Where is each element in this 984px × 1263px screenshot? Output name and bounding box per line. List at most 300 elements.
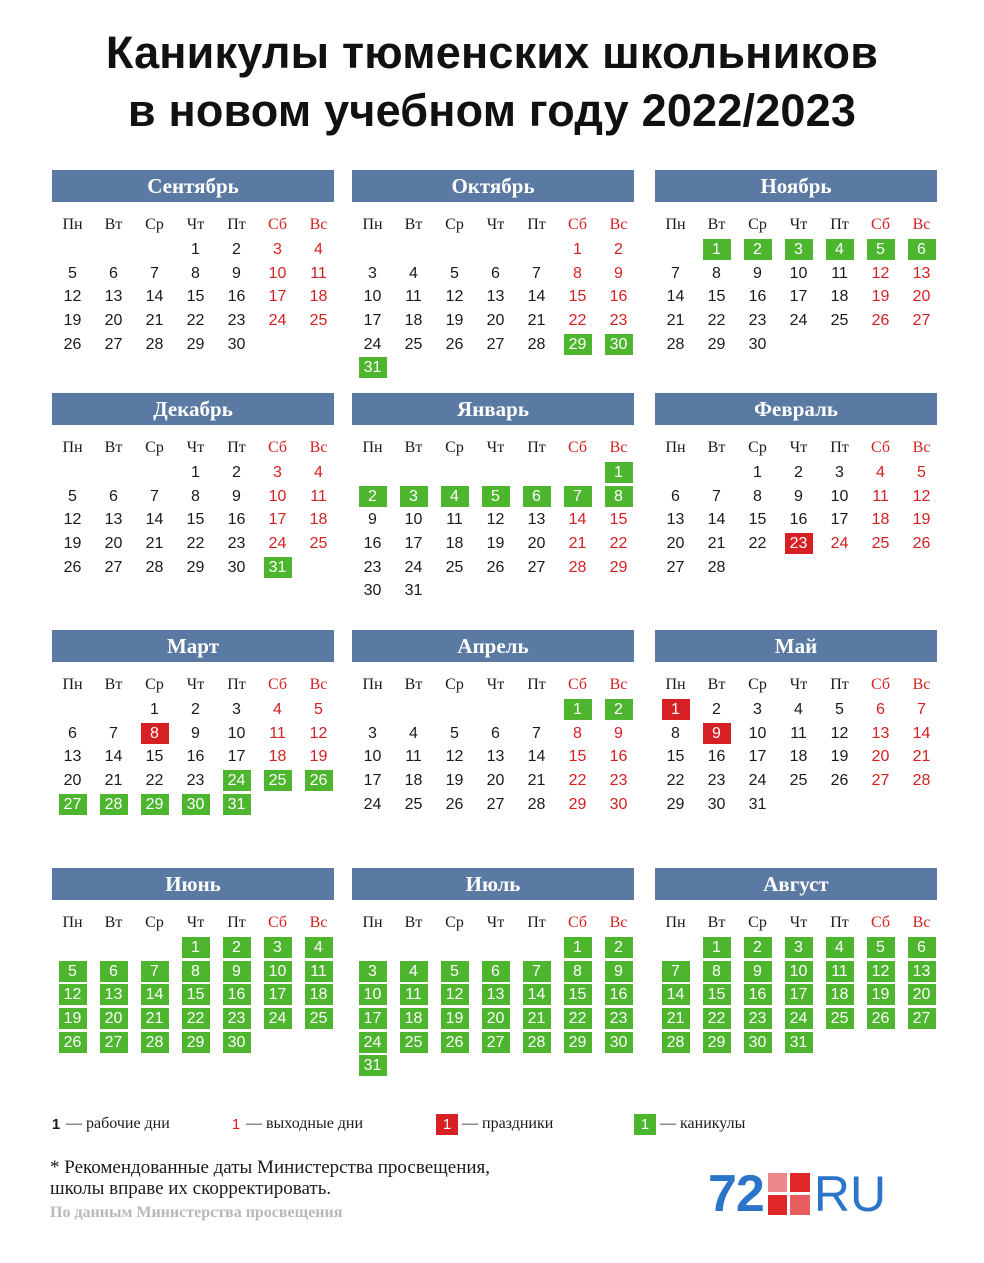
day-number: 12 xyxy=(445,748,464,766)
day-vacation xyxy=(393,1007,434,1031)
day-weekend xyxy=(257,485,298,509)
day-number: 8 xyxy=(191,264,200,282)
day-workday xyxy=(352,508,393,532)
weekday-label: Сб xyxy=(567,676,587,693)
day-number: 27 xyxy=(104,558,123,576)
day-number: 5 xyxy=(482,486,510,507)
day-number: 7 xyxy=(671,264,680,282)
day-workday xyxy=(352,532,393,556)
day-number: 9 xyxy=(614,264,623,282)
day-vacation xyxy=(516,960,557,984)
day-vacation xyxy=(393,1030,434,1054)
day-number: 27 xyxy=(104,335,123,353)
day-number: 12 xyxy=(441,984,469,1005)
day-workday xyxy=(175,769,216,793)
day-number: 23 xyxy=(227,312,246,330)
day-number: 19 xyxy=(59,1008,87,1029)
day-vacation xyxy=(434,960,475,984)
day-workday xyxy=(52,555,93,579)
day-number: 12 xyxy=(63,288,82,306)
day-weekend xyxy=(598,285,639,309)
day-number: 10 xyxy=(789,264,808,282)
day-number: 2 xyxy=(232,241,241,259)
day-number: 25 xyxy=(826,1008,854,1029)
title-line-1: Каникулы тюменских школьников xyxy=(105,27,879,78)
day-number: 9 xyxy=(794,487,803,505)
day-vacation xyxy=(598,485,639,509)
day-number: 22 xyxy=(703,1008,731,1029)
day-workday xyxy=(434,722,475,746)
day-number: 8 xyxy=(703,961,731,982)
day-workday xyxy=(393,579,434,603)
day-number: 16 xyxy=(609,288,628,306)
day-workday xyxy=(434,508,475,532)
legend-vacation-label: — каникулы xyxy=(660,1115,746,1132)
day-number: 15 xyxy=(186,511,205,529)
day-weekend xyxy=(257,285,298,309)
day-workday xyxy=(778,769,819,793)
day-workday xyxy=(134,285,175,309)
day-number: 21 xyxy=(523,1008,551,1029)
day-workday xyxy=(819,285,860,309)
day-number: 26 xyxy=(912,535,931,553)
weekday-label: Пн xyxy=(665,676,686,693)
day-number: 22 xyxy=(748,535,767,553)
legend xyxy=(50,1112,950,1136)
empty-cell xyxy=(352,936,393,960)
day-number: 12 xyxy=(867,961,895,982)
day-number: 23 xyxy=(785,533,813,554)
day-vacation xyxy=(475,1030,516,1054)
weekday-label: Ср xyxy=(445,216,464,233)
day-workday xyxy=(516,508,557,532)
day-number: 17 xyxy=(268,288,287,306)
day-workday xyxy=(175,309,216,333)
weekday-label: Ср xyxy=(748,676,767,693)
month-title: Апрель xyxy=(352,630,634,662)
day-number: 7 xyxy=(150,487,159,505)
day-number: 19 xyxy=(867,984,895,1005)
day-vacation xyxy=(93,1007,134,1031)
day-vacation xyxy=(819,936,860,960)
day-number: 8 xyxy=(564,961,592,982)
day-number: 17 xyxy=(268,511,287,529)
day-number: 13 xyxy=(482,984,510,1005)
day-workday xyxy=(516,792,557,816)
day-number: 26 xyxy=(830,772,849,790)
day-number: 6 xyxy=(671,487,680,505)
day-workday xyxy=(352,745,393,769)
month-days-grid xyxy=(655,672,937,816)
day-weekend xyxy=(257,745,298,769)
day-workday xyxy=(737,461,778,485)
day-number: 8 xyxy=(671,724,680,742)
day-weekend xyxy=(819,532,860,556)
day-number: 20 xyxy=(100,1008,128,1029)
day-vacation xyxy=(778,936,819,960)
day-vacation xyxy=(475,1007,516,1031)
day-weekend xyxy=(860,485,901,509)
day-number: 1 xyxy=(662,699,690,720)
empty-cell xyxy=(516,238,557,262)
day-number: 16 xyxy=(363,535,382,553)
day-number: 30 xyxy=(748,335,767,353)
month-title: Август xyxy=(655,868,937,900)
day-number: 21 xyxy=(666,312,685,330)
day-workday xyxy=(819,262,860,286)
day-workday xyxy=(778,485,819,509)
day-number: 10 xyxy=(363,748,382,766)
day-number: 2 xyxy=(712,701,721,719)
day-number: 25 xyxy=(445,558,464,576)
day-vacation xyxy=(778,1007,819,1031)
day-vacation xyxy=(52,1030,93,1054)
day-workday xyxy=(778,745,819,769)
weekday-label: Чт xyxy=(186,676,205,693)
day-number: 1 xyxy=(150,701,159,719)
day-workday xyxy=(393,769,434,793)
day-workday xyxy=(52,262,93,286)
day-number: 6 xyxy=(876,701,885,719)
day-number: 20 xyxy=(912,288,931,306)
weekday-label: Сб xyxy=(267,439,287,456)
day-workday xyxy=(434,332,475,356)
day-workday xyxy=(737,285,778,309)
day-number: 5 xyxy=(450,264,459,282)
day-workday xyxy=(655,532,696,556)
day-number: 28 xyxy=(666,335,685,353)
day-number: 28 xyxy=(100,794,128,815)
day-workday xyxy=(434,769,475,793)
day-vacation xyxy=(216,983,257,1007)
empty-cell xyxy=(52,936,93,960)
day-weekend xyxy=(257,262,298,286)
title-line-2: в новом учебном году 2022/2023 xyxy=(127,85,857,136)
day-vacation xyxy=(352,1007,393,1031)
day-workday xyxy=(52,332,93,356)
month-7 xyxy=(52,630,334,816)
day-number: 9 xyxy=(605,961,633,982)
day-workday xyxy=(516,745,557,769)
day-workday xyxy=(516,285,557,309)
day-number: 9 xyxy=(753,264,762,282)
legend-work-label: — рабочие дни xyxy=(66,1115,170,1132)
day-number: 17 xyxy=(748,748,767,766)
month-days-grid xyxy=(352,212,634,380)
day-number: 20 xyxy=(104,535,123,553)
day-number: 10 xyxy=(785,961,813,982)
weekday-label: Ср xyxy=(748,216,767,233)
day-vacation xyxy=(475,960,516,984)
footnote-line-1: * Рекомендованные даты Министерства просвещения, xyxy=(50,1157,491,1178)
day-workday xyxy=(393,555,434,579)
empty-cell xyxy=(696,461,737,485)
empty-cell xyxy=(655,936,696,960)
day-workday xyxy=(352,769,393,793)
day-workday xyxy=(52,745,93,769)
day-workday xyxy=(352,262,393,286)
day-number: 26 xyxy=(441,1032,469,1053)
day-workday xyxy=(175,532,216,556)
month-days-grid xyxy=(655,435,937,579)
day-number: 13 xyxy=(486,748,505,766)
day-number: 28 xyxy=(141,1032,169,1053)
month-11 xyxy=(352,868,634,1078)
weekday-label: Пн xyxy=(62,676,83,693)
legend-off-label: — выходные дни xyxy=(246,1115,364,1132)
day-weekend xyxy=(901,285,942,309)
day-weekend xyxy=(598,532,639,556)
day-workday xyxy=(216,461,257,485)
day-vacation xyxy=(352,485,393,509)
day-number: 11 xyxy=(269,724,286,742)
day-number: 19 xyxy=(441,1008,469,1029)
day-vacation xyxy=(598,461,639,485)
day-number: 9 xyxy=(232,264,241,282)
weekday-label: Чт xyxy=(486,914,505,931)
day-workday xyxy=(696,309,737,333)
day-vacation xyxy=(737,1030,778,1054)
footnote xyxy=(50,1157,490,1199)
month-4 xyxy=(52,393,334,579)
day-workday xyxy=(93,769,134,793)
day-weekend xyxy=(860,532,901,556)
day-number: 28 xyxy=(662,1032,690,1053)
day-workday xyxy=(393,508,434,532)
day-vacation xyxy=(93,792,134,816)
day-number: 9 xyxy=(232,487,241,505)
day-vacation xyxy=(216,1030,257,1054)
day-workday xyxy=(696,485,737,509)
day-workday xyxy=(737,698,778,722)
day-number: 26 xyxy=(63,558,82,576)
day-vacation xyxy=(52,983,93,1007)
day-number: 19 xyxy=(309,748,328,766)
day-vacation xyxy=(134,792,175,816)
day-workday xyxy=(819,745,860,769)
day-number: 25 xyxy=(789,772,808,790)
day-vacation xyxy=(216,792,257,816)
day-vacation xyxy=(298,936,339,960)
day-number: 28 xyxy=(568,558,587,576)
day-vacation xyxy=(860,936,901,960)
day-vacation xyxy=(216,1007,257,1031)
day-vacation xyxy=(860,238,901,262)
day-workday xyxy=(52,309,93,333)
day-number: 17 xyxy=(785,984,813,1005)
day-number: 12 xyxy=(912,487,931,505)
day-workday xyxy=(93,745,134,769)
day-number: 23 xyxy=(363,558,382,576)
day-workday xyxy=(434,262,475,286)
legend-work-swatch: 1 xyxy=(51,1115,61,1133)
day-vacation xyxy=(557,1007,598,1031)
day-number: 25 xyxy=(264,770,292,791)
day-number: 2 xyxy=(223,937,251,958)
day-number: 5 xyxy=(867,239,895,260)
weekday-label: Пн xyxy=(362,914,383,931)
day-number: 5 xyxy=(450,724,459,742)
day-number: 27 xyxy=(912,312,931,330)
day-number: 1 xyxy=(703,937,731,958)
day-vacation xyxy=(557,960,598,984)
weekday-label: Пт xyxy=(227,914,246,931)
weekday-label: Вт xyxy=(104,676,123,693)
day-number: 14 xyxy=(666,288,685,306)
day-vacation xyxy=(598,936,639,960)
weekday-label: Чт xyxy=(186,914,205,931)
day-vacation xyxy=(393,983,434,1007)
day-workday xyxy=(696,555,737,579)
day-number: 15 xyxy=(707,288,726,306)
day-vacation xyxy=(860,960,901,984)
day-vacation xyxy=(655,960,696,984)
day-weekend xyxy=(901,508,942,532)
day-vacation xyxy=(516,485,557,509)
day-weekend xyxy=(298,461,339,485)
day-number: 23 xyxy=(609,772,628,790)
day-number: 7 xyxy=(141,961,169,982)
day-number: 1 xyxy=(573,241,582,259)
day-workday xyxy=(434,745,475,769)
day-vacation xyxy=(434,983,475,1007)
day-workday xyxy=(516,722,557,746)
day-vacation xyxy=(52,792,93,816)
day-workday xyxy=(216,285,257,309)
legend-holiday-label: — праздники xyxy=(462,1115,554,1132)
day-workday xyxy=(737,332,778,356)
day-number: 22 xyxy=(707,312,726,330)
day-number: 3 xyxy=(368,724,377,742)
day-number: 26 xyxy=(871,312,890,330)
day-workday xyxy=(352,309,393,333)
day-vacation xyxy=(696,1030,737,1054)
day-vacation xyxy=(216,769,257,793)
empty-cell xyxy=(434,461,475,485)
day-workday xyxy=(393,285,434,309)
weekday-label: Пт xyxy=(527,676,546,693)
day-number: 3 xyxy=(835,464,844,482)
month-days-grid xyxy=(52,672,334,816)
day-workday xyxy=(52,769,93,793)
logo-72ru xyxy=(708,1165,887,1223)
day-number: 19 xyxy=(830,748,849,766)
day-workday xyxy=(475,555,516,579)
day-workday xyxy=(134,485,175,509)
day-weekend xyxy=(860,508,901,532)
weekday-label: Вс xyxy=(309,439,328,456)
day-vacation xyxy=(175,960,216,984)
day-number: 5 xyxy=(441,961,469,982)
day-number: 11 xyxy=(400,984,428,1005)
day-number: 14 xyxy=(527,288,546,306)
month-title: Ноябрь xyxy=(655,170,937,202)
day-weekend xyxy=(901,769,942,793)
day-number: 13 xyxy=(486,288,505,306)
day-workday xyxy=(175,722,216,746)
day-number: 22 xyxy=(564,1008,592,1029)
day-weekend xyxy=(557,745,598,769)
empty-cell xyxy=(516,461,557,485)
day-number: 26 xyxy=(445,335,464,353)
day-vacation xyxy=(557,936,598,960)
day-number: 5 xyxy=(835,701,844,719)
day-workday xyxy=(655,722,696,746)
day-number: 30 xyxy=(609,795,628,813)
day-workday xyxy=(737,485,778,509)
day-workday xyxy=(434,309,475,333)
day-holiday xyxy=(696,722,737,746)
month-title: Июнь xyxy=(52,868,334,900)
day-workday xyxy=(655,745,696,769)
day-number: 4 xyxy=(826,937,854,958)
day-number: 3 xyxy=(264,937,292,958)
day-number: 16 xyxy=(605,984,633,1005)
day-number: 3 xyxy=(359,961,387,982)
day-number: 1 xyxy=(703,239,731,260)
weekday-label: Пн xyxy=(362,676,383,693)
day-vacation xyxy=(778,960,819,984)
day-number: 11 xyxy=(405,748,422,766)
day-number: 8 xyxy=(573,724,582,742)
day-vacation xyxy=(257,769,298,793)
day-workday xyxy=(516,769,557,793)
day-number: 3 xyxy=(785,239,813,260)
day-number: 14 xyxy=(141,984,169,1005)
day-number: 30 xyxy=(227,558,246,576)
day-vacation xyxy=(257,555,298,579)
month-10 xyxy=(52,868,334,1054)
month-title: Июль xyxy=(352,868,634,900)
day-number: 24 xyxy=(223,770,251,791)
day-weekend xyxy=(598,722,639,746)
day-vacation xyxy=(298,769,339,793)
day-workday xyxy=(655,332,696,356)
day-number: 24 xyxy=(268,312,287,330)
day-number: 3 xyxy=(232,701,241,719)
day-number: 3 xyxy=(785,937,813,958)
weekday-label: Ср xyxy=(145,216,164,233)
day-number: 18 xyxy=(268,748,287,766)
day-vacation xyxy=(737,960,778,984)
empty-cell xyxy=(52,461,93,485)
day-number: 17 xyxy=(404,535,423,553)
weekday-label: Вт xyxy=(104,914,123,931)
day-weekend xyxy=(598,745,639,769)
day-number: 8 xyxy=(141,723,169,744)
logo-text: RU xyxy=(813,1166,887,1222)
empty-cell xyxy=(475,698,516,722)
page-title xyxy=(0,24,984,140)
day-number: 28 xyxy=(707,558,726,576)
month-8 xyxy=(352,630,634,816)
day-number: 23 xyxy=(744,1008,772,1029)
weekday-label: Вс xyxy=(912,676,931,693)
day-workday xyxy=(475,769,516,793)
weekday-label: Вт xyxy=(707,216,726,233)
day-number: 9 xyxy=(368,511,377,529)
day-number: 28 xyxy=(523,1032,551,1053)
day-workday xyxy=(52,485,93,509)
day-number: 18 xyxy=(826,984,854,1005)
day-number: 21 xyxy=(707,535,726,553)
day-number: 31 xyxy=(264,557,292,578)
day-vacation xyxy=(557,698,598,722)
day-weekend xyxy=(860,461,901,485)
weekday-label: Вт xyxy=(104,216,123,233)
day-number: 18 xyxy=(871,511,890,529)
empty-cell xyxy=(52,238,93,262)
